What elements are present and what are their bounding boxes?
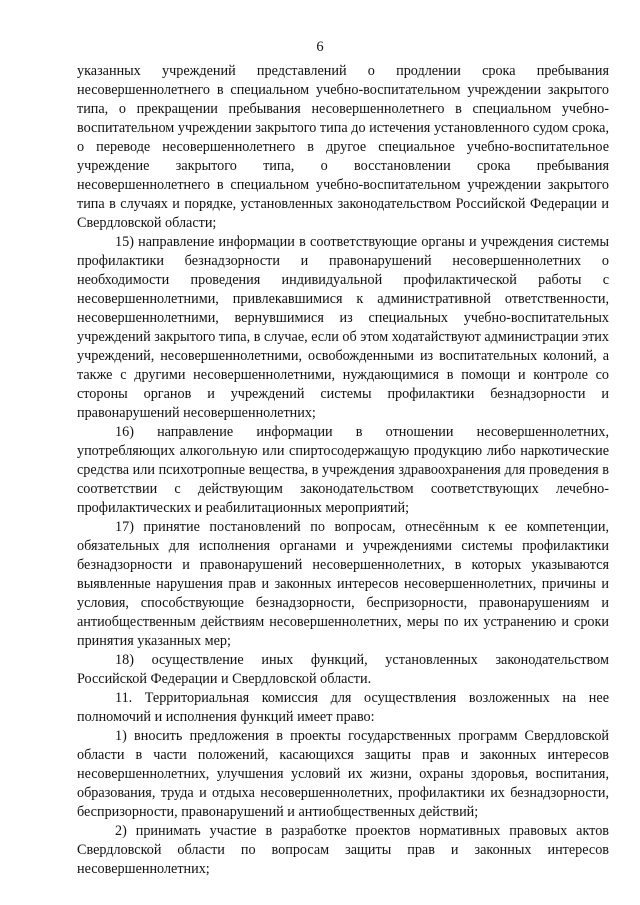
paragraph-item-18: 18) осуществление иных функций, установленных законодательством Российской Федерации и Свердловской области. — [77, 652, 609, 687]
page-number: 6 — [316, 39, 324, 55]
paragraph-item-16: 16) направление информации в отношении несовершеннолетних, употребляющих алкогольную или спиртосодержащую продукцию либо наркотические средства или психотропные вещества, в учреждения здравоохранения для проведения в соответствии с действующим законодательством соответствующих лечебно-профилактических и реабилитационных мероприятий; — [77, 424, 609, 516]
paragraph-section-11: 11. Территориальная комиссия для осуществления возложенных на нее полномочий и исполнения функций имеет право: — [77, 690, 609, 725]
paragraph-right-1: 1) вносить предложения в проекты государственных программ Свердловской области в части положений, касающихся защиты прав и законных интересов несовершеннолетних, улучшения условий их жизни, охраны здоровья, воспитания, образования, труда и отдыха несовершеннолетних, профилактики их безнадзорности, беспризорности, правонарушений и антиобщественных действий; — [77, 728, 609, 820]
paragraph-item-15: 15) направление информации в соответствующие органы и учреждения системы профилактики безнадзорности и правонарушений несовершеннолетних о необходимости проведения индивидуальной профилактической работы с несовершеннолетними, привлекавшимися к административной ответственности, несовершеннолетними, вернувшимися из специальных учебно-воспитательных учреждений закрытого типа, в случае, если об этом ходатайствуют администрации этих учреждений, несовершеннолетними, освобожденными из воспитательных колоний, а также с другими несовершеннолетними, нуждающимися в помощи и контроле со стороны органов и учреждений системы профилактики безнадзорности и правонарушений несовершеннолетних; — [77, 234, 609, 421]
document-body — [77, 62, 609, 879]
paragraph-item-17: 17) принятие постановлений по вопросам, отнесённым к ее компетенции, обязательных для исполнения органами и учреждениями системы профилактики безнадзорности и правонарушений несовершеннолетних, в которых указываются выявленные нарушения прав и законных интересов несовершеннолетних, причины и условия, способствующие безнадзорности, беспризорности, правонарушениям и антиобщественным действиям несовершеннолетних, меры по их устранению и сроки принятия указанных мер; — [77, 519, 609, 649]
paragraph-right-2: 2) принимать участие в разработке проектов нормативных правовых актов Свердловской области по вопросам защиты прав и законных интересов несовершеннолетних; — [77, 823, 609, 877]
paragraph-continuation: указанных учреждений представлений о продлении срока пребывания несовершеннолетнего в специальном учебно-воспитательном учреждении закрытого типа, о прекращении пребывания несовершеннолетнего в специальном учебно-воспитательном учреждении закрытого типа до истечения установленного судом срока, о переводе несовершеннолетнего в другое специальное учебно-воспитательное учреждение закрытого типа, о восстановлении срока пребывания несовершеннолетнего в специальном учебно-воспитательном учреждении закрытого типа в случаях и порядке, установленных законодательством Российской Федерации и Свердловской области; — [77, 63, 609, 231]
